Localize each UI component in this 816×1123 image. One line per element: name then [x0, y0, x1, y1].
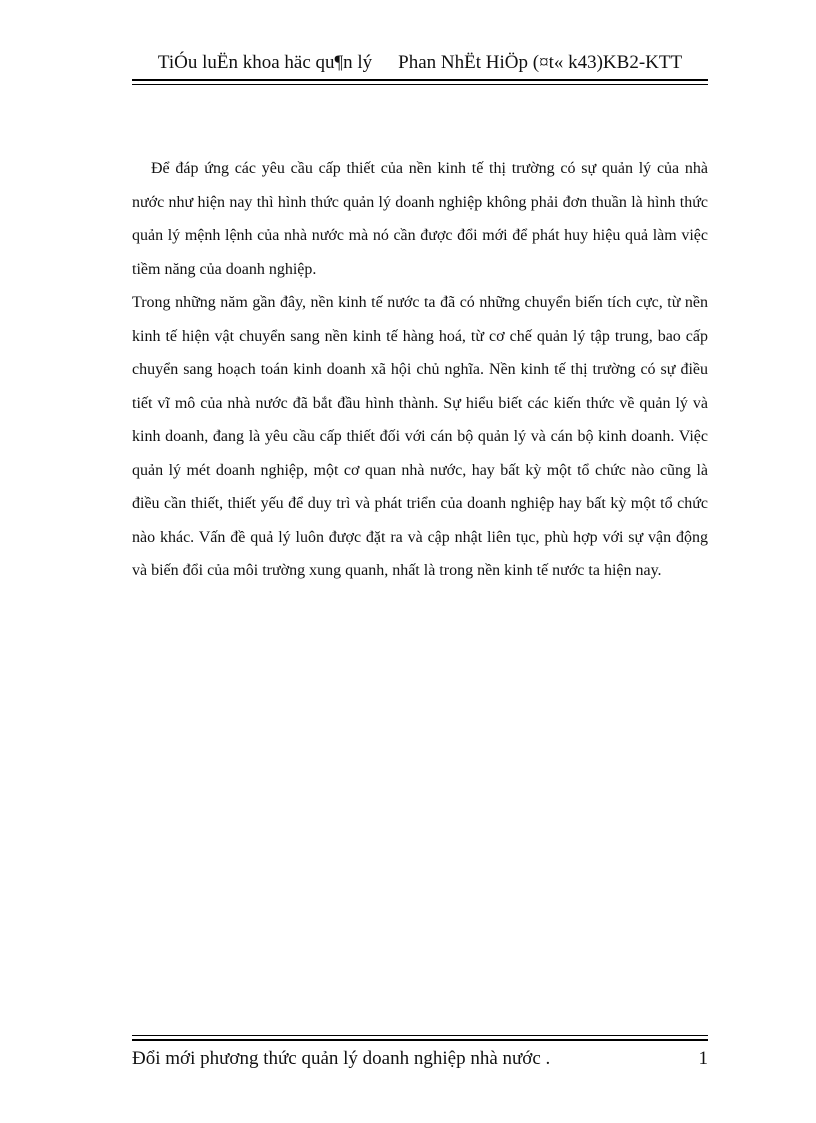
header-left-text: TiÓu luËn khoa häc qu¶n lý — [157, 52, 373, 73]
header-rule-thick — [132, 79, 708, 81]
header-right-text: Phan NhËt HiÖp (¤t« k43)KB2-KTT — [398, 52, 683, 73]
footer-title: Đổi mới phương thức quản lý doanh nghiệp nhà nước . — [132, 1048, 551, 1069]
footer-rule-thick — [132, 1039, 708, 1041]
header-rule-thin — [132, 84, 708, 85]
page-number: 1 — [698, 1048, 708, 1069]
paragraph-1: Để đáp ứng các yêu cầu cấp thiết của nền kinh tế thị trường có sự quản lý của nhà nước như hiện nay thì hình thức quản lý doanh nghiệp không phải đơn thuần là hình thức quản lý mệnh lệnh của nhà nước mà nó cần được đổi mới để phát huy hiệu quả làm việc tiềm năng của doanh nghiệp. — [132, 160, 708, 278]
footer-rule-thin — [132, 1035, 708, 1036]
page-header — [132, 52, 708, 74]
body-text — [132, 152, 708, 588]
paragraph-2: Trong những năm gần đây, nền kinh tế nước ta đã có những chuyển biến tích cực, từ nền kinh tế hiện vật chuyển sang nền kinh tế hàng hoá, từ cơ chế quản lý tập trung, bao cấp chuyển sang hoạch toán kinh doanh xã hội chủ nghĩa. Nền kinh tế thị trường có sự điều tiết vĩ mô của nhà nước đã bắt đầu hình thành. Sự hiểu biết các kiến thức về quản lý và kinh doanh, đang là yêu cầu cấp thiết đối với cán bộ quản lý và cán bộ kinh doanh. Việc quản lý mét doanh nghiệp, một cơ quan nhà nước, hay bất kỳ một tổ chức nào cũng là điều cần thiết, thiết yếu để duy trì và phát triển của doanh nghiệp hay bất kỳ một tổ chức nào khác. Vấn đề quả lý luôn được đặt ra và cập nhật liên tục, phù hợp với sự vận động và biến đổi của môi trường xung quanh, nhất là trong nền kinh tế nước ta hiện nay. — [132, 294, 708, 579]
